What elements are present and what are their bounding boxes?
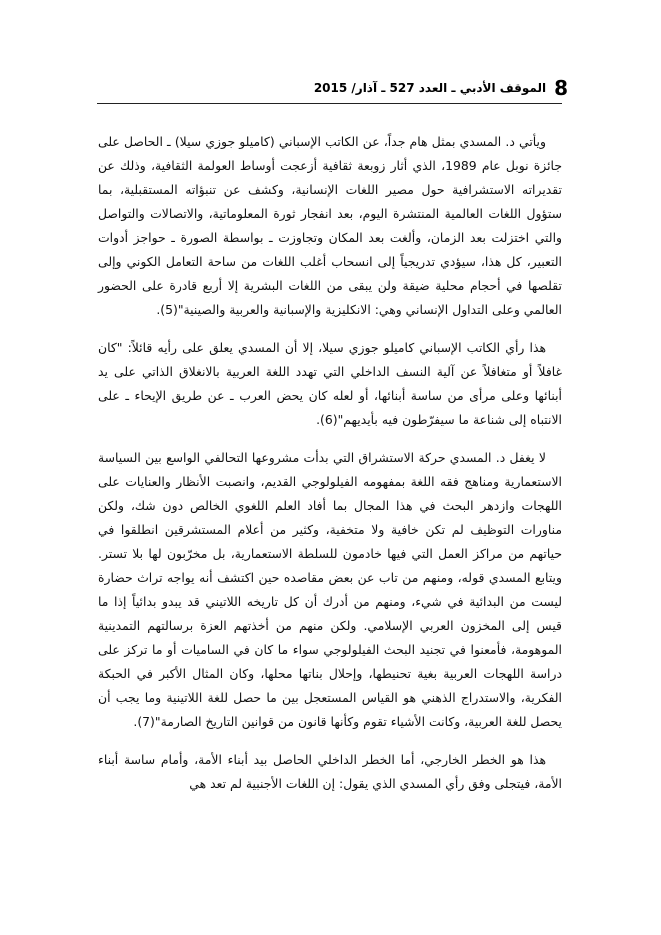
paragraph: هذا هو الخطر الخارجي، أما الخطر الداخلي الحاصل بيد أبناء الأمة، وأمام ساسة أبناء الأمة، فيتجلى وفق رأي المسدي الذي يقول: إن اللغات الأجنبية لم تعد هي <box>98 752 562 791</box>
paragraph: لا يغفل د. المسدي حركة الاستشراق التي بدأت مشروعها التحالفي الواسع بين السياسة الاستعمارية ومناهج فقه اللغة بمفهومه الفيلولوجي القديم، وانصبت الأنظار والعنايات على اللهجات وازدهر البحث في هذا المجال بما أفاد العلم اللغوي الخالص دون شك، ولكن مناورات التوظيف لم تكن خافية ولا متخفية، وكثير من أعلام المستشرقين انطلقوا في حياتهم من مراكز العمل التي فيها خادمون للسلطة الاستعمارية، بل مخرّبون لها بلا تستر. ويتابع المسدي قوله، ومنهم من تاب عن بعض مقاصده حين اكتشف أنه يواجه تراث حضارة ليست من البدائية في شيء، ومنهم من أدرك أن كل تاريخه اللاتيني قد يبدو بدائياً إذا ما قيس إلى المخزون العربي الإسلامي. ولكن منهم من أخذتهم العزة برسالتهم التمدينية الموهومة، فأمعنوا في تجنيد البحث الفيلولوجي سواء ما كان في الساميات أو ما تركز على دراسة اللهجات العربية بغية تحنيطها، وإحلال بناتها محلها، وكان المثال الأكبر في الحبكة الفكرية، والاستدراج الذهني هو القياس المستعجل بين ما حصل للغة اللاتينية وما يجب أن يحصل للغة العربية، وكانت الأشياء تقوم وكأنها قانون من قوانين التاريخ الصارمة"(7). <box>98 450 562 729</box>
paragraph: ويأتي د. المسدي بمثل هام جداً، عن الكاتب الإسباني (كاميلو جوزي سيلا) ـ الحاصل على جائزة نوبل عام 1989، الذي أثار زوبعة ثقافية أزعجت أوساط العولمة الثقافية، وذلك عن تقديراته الاستشرافية حول مصير اللغات الإنسانية، وكشف عن تنبؤاته المستقبلية، بما ستؤول اللغات العالمية المنتشرة اليوم، بعد انفجار ثورة المعلوماتية، والاتصالات والتواصل والتي اختزلت بعد الزمان، وألغت بعد المكان وتجاوزت ـ بواسطة الصورة ـ حواجز أدوات التعبير، كل هذا، سيؤدي تدريجياً إلى انسحاب أغلب اللغات من ساحة التعامل الكوني وإلى تقلصها في أحجام محلية ضيقة ولن يبقى من اللغات البشرية إلا أربع قادرة على الحضور العالمي وعلى التداول الإنساني وهي: الانكليزية والإسبانية والعربية والصينية"(5). <box>98 134 562 317</box>
running-header-title: الموقف الأدبي ـ العدد 527 ـ آذار/ 2015 <box>313 81 547 95</box>
page-header <box>313 76 568 100</box>
article-body <box>98 130 562 810</box>
page-number: 8 <box>554 76 568 100</box>
paragraph: هذا رأي الكاتب الإسباني كاميلو جوزي سيلا، إلا أن المسدي يعلق على رأيه قائلاً: "كان غافلاً أو متغافلاً عن آلية النسف الداخلي التي تهدد اللغة العربية بالانغلاق الذاتي على يد أبنائها وعلى مرأى من ساسة أبنائها، أو لعله كان يحض العرب ـ عن طريق الإيحاء ـ على الانتباه إلى شناعة ما سيفرّطون فيه بأيديهم"(6). <box>98 340 562 427</box>
header-divider <box>97 103 562 104</box>
